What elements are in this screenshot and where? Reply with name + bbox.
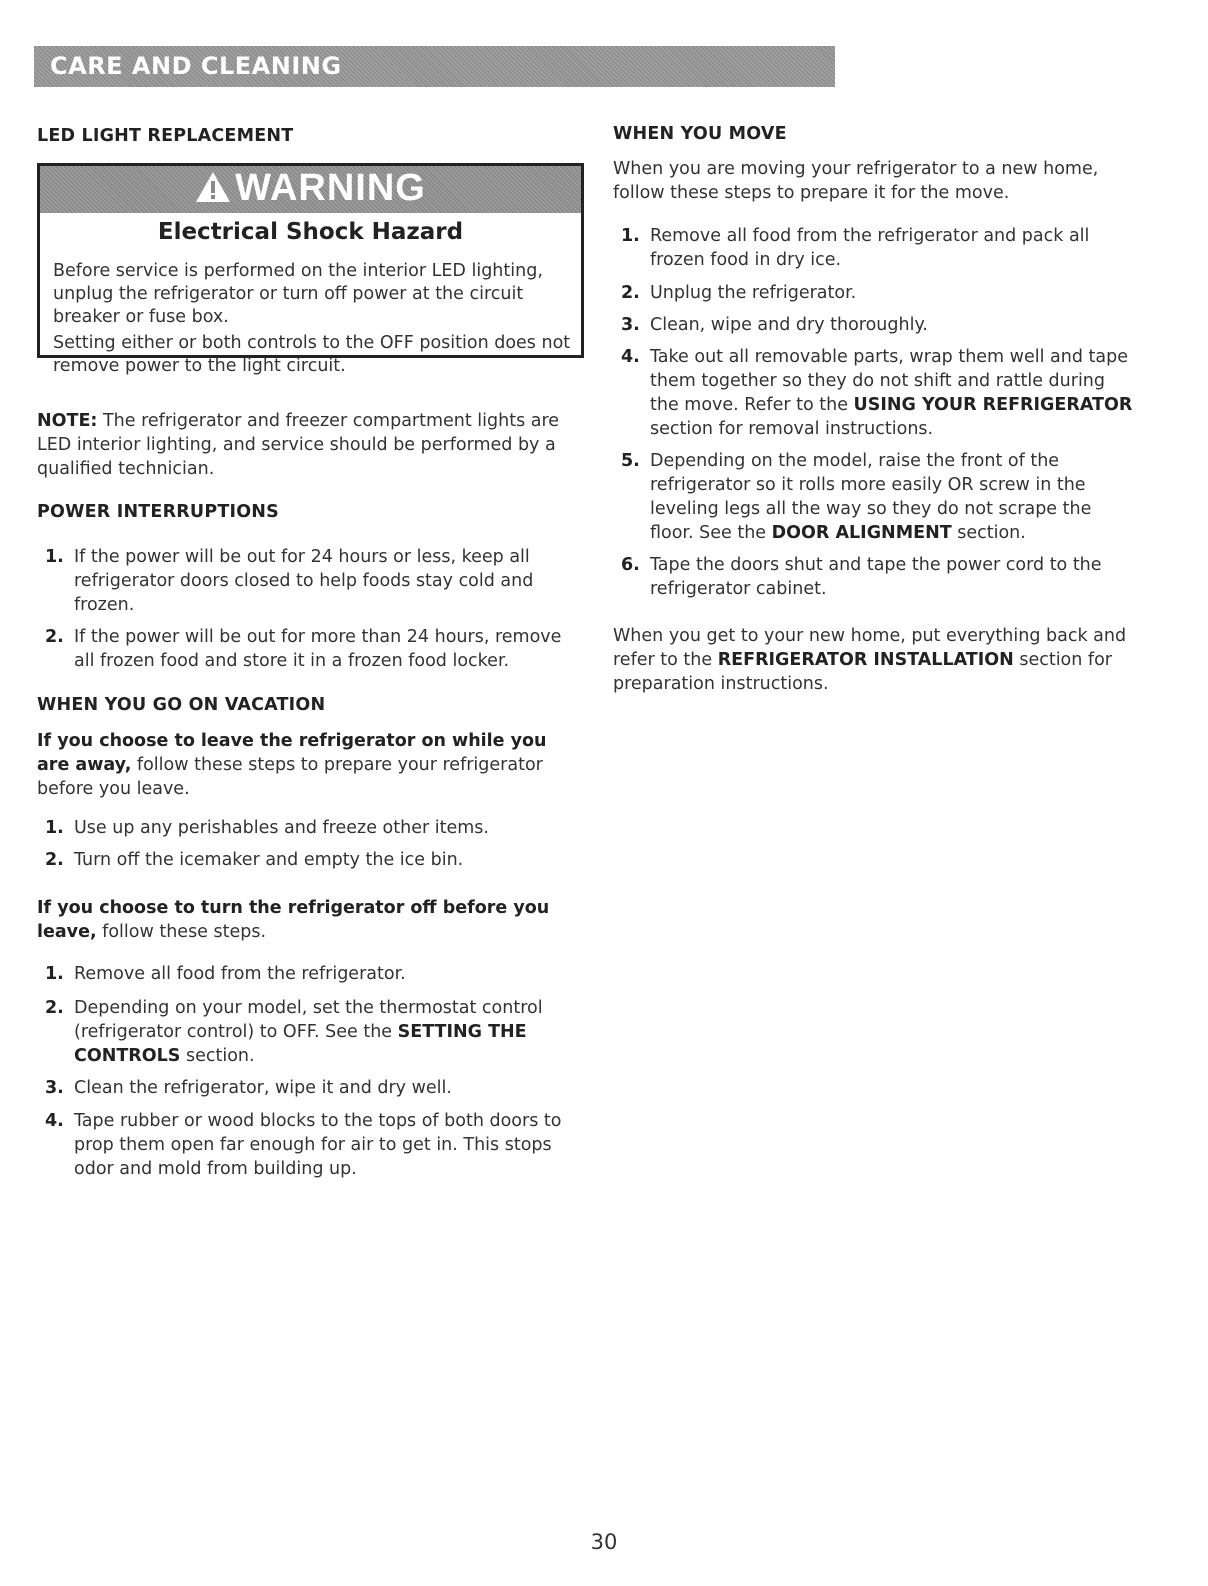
list-item	[37, 545, 577, 617]
move-intro: When you are moving your refrigerator to a new home, follow these steps to prepare it for the move.	[613, 159, 1099, 203]
section-reference: USING YOUR REFRIGERATOR	[853, 395, 1133, 415]
list-item	[613, 281, 1133, 305]
list-item	[37, 848, 582, 872]
list-item	[613, 449, 1133, 545]
list-number: 1.	[621, 226, 640, 246]
list-text: Remove all food from the refrigerator and pack all frozen food in dry ice.	[650, 226, 1090, 270]
list-text: Remove all food from the refrigerator.	[74, 964, 406, 984]
warning-box	[37, 163, 584, 376]
vacation-intro-on	[37, 729, 577, 801]
hazard-title: Electrical Shock Hazard	[157, 219, 464, 245]
section-reference: SETTING THE CONTROLS	[74, 1022, 527, 1066]
note-paragraph	[37, 409, 582, 481]
list-number: 2.	[45, 850, 64, 870]
intro-bold: If you choose to turn the refrigerator off before you leave,	[37, 898, 550, 942]
intro-bold: If you choose to leave the refrigerator on while you are away,	[37, 731, 547, 775]
led-heading: LED LIGHT REPLACEMENT	[37, 126, 294, 146]
list-text: section.	[180, 1046, 255, 1066]
list-number: 6.	[621, 555, 640, 575]
intro-text: follow these steps to prepare your refrigerator before you leave.	[37, 755, 543, 799]
note-text: The refrigerator and freezer compartment lights are LED interior lighting, and service should be performed by a qualified technician.	[37, 411, 560, 479]
list-number: 2.	[621, 283, 640, 303]
list-number: 1.	[45, 547, 64, 567]
list-text: Clean, wipe and dry thoroughly.	[650, 315, 928, 335]
move-heading: WHEN YOU MOVE	[613, 124, 787, 144]
list-number: 3.	[621, 315, 640, 335]
list-text: section.	[951, 523, 1026, 543]
list-item	[613, 313, 1133, 337]
warning-word: WARNING	[235, 167, 426, 209]
section-title: CARE AND CLEANING	[50, 52, 342, 80]
power-heading: POWER INTERRUPTIONS	[37, 502, 279, 522]
note-label: NOTE:	[37, 411, 98, 431]
list-number: 5.	[621, 451, 640, 471]
list-number: 2.	[45, 998, 64, 1018]
list-item	[37, 816, 582, 840]
list-item	[613, 345, 1133, 441]
list-text: If the power will be out for 24 hours or less, keep all refrigerator doors closed to help foods stay cold and frozen.	[74, 547, 534, 615]
list-text: Unplug the refrigerator.	[650, 283, 857, 303]
vacation-heading: WHEN YOU GO ON VACATION	[37, 695, 326, 715]
list-text: Depending on the model, raise the front of the refrigerator so it rolls more easily OR screw in the leveling legs all the way so they do not scrape the floor. See the	[650, 451, 1092, 543]
list-item	[37, 996, 582, 1068]
outro-text: When you get to your new home, put everything back and refer to the	[613, 626, 1127, 670]
intro-text: follow these steps.	[96, 922, 267, 942]
list-text: Turn off the icemaker and empty the ice bin.	[74, 850, 464, 870]
section-banner	[34, 46, 835, 87]
warning-triangle-icon	[195, 171, 231, 207]
warning-header	[40, 166, 581, 213]
list-number: 3.	[45, 1078, 64, 1098]
list-number: 4.	[621, 347, 640, 367]
list-item	[613, 224, 1133, 272]
move-outro	[613, 624, 1173, 696]
list-item	[37, 625, 582, 673]
list-item	[37, 1109, 582, 1181]
list-item	[37, 1076, 582, 1100]
list-text: Take out all removable parts, wrap them well and tape them together so they do not shift and rattle during the move. Refer to the	[650, 347, 1128, 415]
list-item	[613, 553, 1133, 601]
page-number: 30	[590, 1530, 618, 1554]
list-text: If the power will be out for more than 24 hours, remove all frozen food and store it in a frozen food locker.	[74, 627, 562, 671]
list-item	[37, 962, 582, 986]
list-number: 1.	[45, 818, 64, 838]
section-reference: DOOR ALIGNMENT	[771, 523, 952, 543]
list-text: Use up any perishables and freeze other items.	[74, 818, 489, 838]
list-number: 4.	[45, 1111, 64, 1131]
section-reference: REFRIGERATOR INSTALLATION	[717, 650, 1014, 670]
list-text: Tape rubber or wood blocks to the tops of both doors to prop them open far enough for air to get in. This stops odor and mold from building up.	[74, 1111, 562, 1179]
warning-text-2: Setting either or both controls to the OFF position does not remove power to the light circuit.	[53, 333, 571, 376]
list-number: 2.	[45, 627, 64, 647]
list-text: Depending on your model, set the thermostat control (refrigerator control) to OFF. See the	[74, 998, 543, 1042]
list-text: Clean the refrigerator, wipe it and dry well.	[74, 1078, 452, 1098]
outro-text: section for preparation instructions.	[613, 650, 1112, 694]
list-text: section for removal instructions.	[650, 419, 934, 439]
list-number: 1.	[45, 964, 64, 984]
vacation-intro-off	[37, 896, 582, 944]
list-text: Tape the doors shut and tape the power cord to the refrigerator cabinet.	[650, 555, 1102, 599]
warning-text-1: Before service is performed on the interior LED lighting, unplug the refrigerator or turn off power at the circuit breaker or fuse box.	[53, 261, 543, 327]
